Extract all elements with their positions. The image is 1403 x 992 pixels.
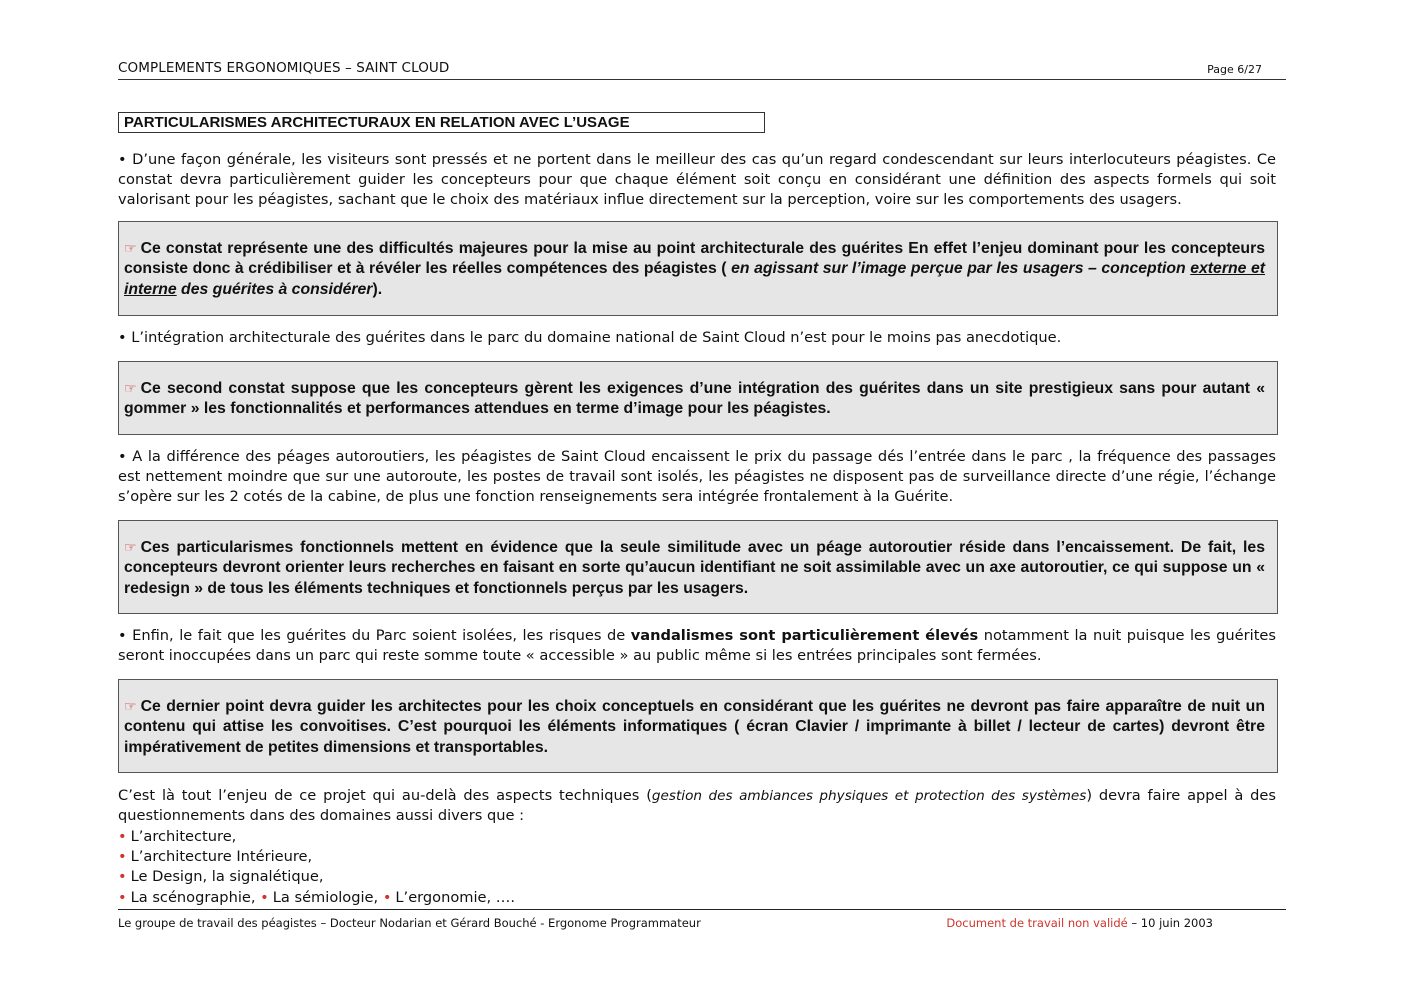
bullet-icon: • [118, 828, 127, 845]
section-title: PARTICULARISMES ARCHITECTURAUX EN RELATION AVEC L’USAGE [118, 112, 765, 133]
paragraph-enjeu-italic: gestion des ambiances physiques et protection des systèmes [651, 788, 1087, 804]
callout-box-2 [118, 361, 1278, 435]
pointing-hand-icon: ☞ [124, 240, 137, 256]
list-item-text: L’ergonomie, …. [395, 888, 516, 906]
footer-status [946, 916, 1213, 930]
callout-1-text-a: Ce constat représente une des difficultés majeures pour la mise au point architecturale des guérites En effet l’enjeu dominant pour les concepteurs consiste donc à crédibiliser et à révéler les réelles compétences des péagistes ( [124, 240, 1265, 278]
bullet-icon: • [118, 888, 127, 906]
list-item [118, 827, 515, 847]
callout-1-text-c: externe et interne [124, 260, 1266, 298]
domains-list [118, 827, 515, 908]
page-number: Page 6/27 [1207, 63, 1262, 76]
callout-box-4 [118, 679, 1278, 773]
paragraph-vandalism [118, 626, 1276, 666]
footer-authors: Le groupe de travail des péagistes – Docteur Nodarian et Gérard Bouché - Ergonome Programmateur [118, 916, 701, 930]
callout-box-3 [118, 520, 1278, 614]
bullet-icon: • [382, 888, 392, 906]
paragraph-vandalism-emphasis: vandalismes sont particulièrement élevés [630, 627, 979, 644]
footer-status-red: Document de travail non validé [946, 916, 1128, 930]
list-item [118, 867, 515, 887]
list-item [118, 847, 515, 867]
callout-1-text-d: des guérites à considérer [176, 280, 373, 298]
pointing-hand-icon: ☞ [124, 380, 137, 396]
list-item-text: Le Design, la signalétique, [130, 868, 324, 886]
page-footer [118, 909, 1286, 934]
callout-2-text: Ce second constat suppose que les concepteurs gèrent les exigences d’une intégration des guérites dans un site prestigieux sans pour autant « gommer » les fonctionnalités et performances attendues en terme d’image pour les péagistes. [124, 380, 1265, 418]
paragraph-visitors: • D’une façon générale, les visiteurs sont pressés et ne portent dans le meilleur des cas qu’un regard condescendant sur leurs interlocuteurs péagistes. Ce constat devra particulièrement guider les concepteurs pour que chaque élément soit conçu en considérant une définition des aspects formels qui soit valorisant pour les péagistes, sachant que le choix des matériaux influe directement sur la perception, voire sur les comportements des usagers. [118, 151, 1276, 209]
callout-4-text: Ce dernier point devra guider les architectes pour les choix conceptuels en considérant que les guérites ne devront pas faire apparaître de nuit un contenu qui attise les convoitises. C’est pourquoi les éléments informatiques ( écran Clavier / imprimante à billet / lecteur de cartes) devront être impérativement de petites dimensions et transportables. [124, 698, 1265, 756]
list-item-text: La scénographie, [130, 888, 256, 906]
list-item-text: L’architecture, [130, 828, 237, 845]
paragraph-vandalism-a: • Enfin, le fait que les guérites du Parc soient isolées, les risques de [118, 627, 631, 644]
bullet-icon: • [118, 868, 127, 886]
paragraph-vandalism-c: notamment la nuit puisque les guérites seront inoccupées dans un parc qui reste somme toute « accessible » au public même si les entrées principales sont fermées. [118, 627, 1276, 665]
footer-date: – 10 juin 2003 [1127, 916, 1213, 930]
callout-1-text-b: en agissant sur l’image perçue par les usagers – conception [726, 260, 1191, 278]
bullet-icon: • [118, 848, 127, 866]
callout-3-text: Ces particularismes fonctionnels mettent en évidence que la seule similitude avec un péage autoroutier réside dans l’encaissement. De fait, les concepteurs devront orienter leurs recherches en faisant en sorte qu’aucun identifiant ne soit assimilable avec un axe autoroutier, ce qui suppose un « redesign » de tous les éléments techniques et fonctionnels perçus par les usagers. [124, 539, 1265, 597]
document-title: COMPLEMENTS ERGONOMIQUES – SAINT CLOUD [118, 60, 450, 76]
pointing-hand-icon: ☞ [124, 539, 137, 555]
pointing-hand-icon: ☞ [124, 698, 137, 714]
callout-1-text-e: ). [372, 280, 383, 298]
paragraph-integration: • L’intégration architecturale des guérites dans le parc du domaine national de Saint Cloud n’est pour le moins pas anecdotique. [118, 329, 1062, 346]
paragraph-enjeu-c: ) devra faire appel à des questionnements dans des domaines aussi divers que : [118, 787, 1277, 825]
callout-box-1 [118, 221, 1278, 316]
list-item-text: La sémiologie, [272, 888, 379, 906]
list-item-text: L’architecture Intérieure, [130, 848, 313, 866]
paragraph-enjeu [118, 786, 1276, 826]
list-item [118, 888, 515, 908]
page-header [118, 60, 1286, 80]
paragraph-enjeu-a: C’est là tout l’enjeu de ce projet qui au-delà des aspects techniques ( [118, 787, 652, 804]
bullet-icon: • [260, 888, 269, 906]
paragraph-difference: • A la différence des péages autoroutiers, les péagistes de Saint Cloud encaissent le prix du passage dés l’entrée dans le parc , la fréquence des passages est nettement moindre que sur une autoroute, les postes de travail sont isolés, les péagistes ne disposent pas de surveillance directe d’une régie, l’échange s’opère sur les 2 cotés de la cabine, de plus une fonction renseignements sera intégrée frontalement à la Guérite. [118, 448, 1276, 506]
